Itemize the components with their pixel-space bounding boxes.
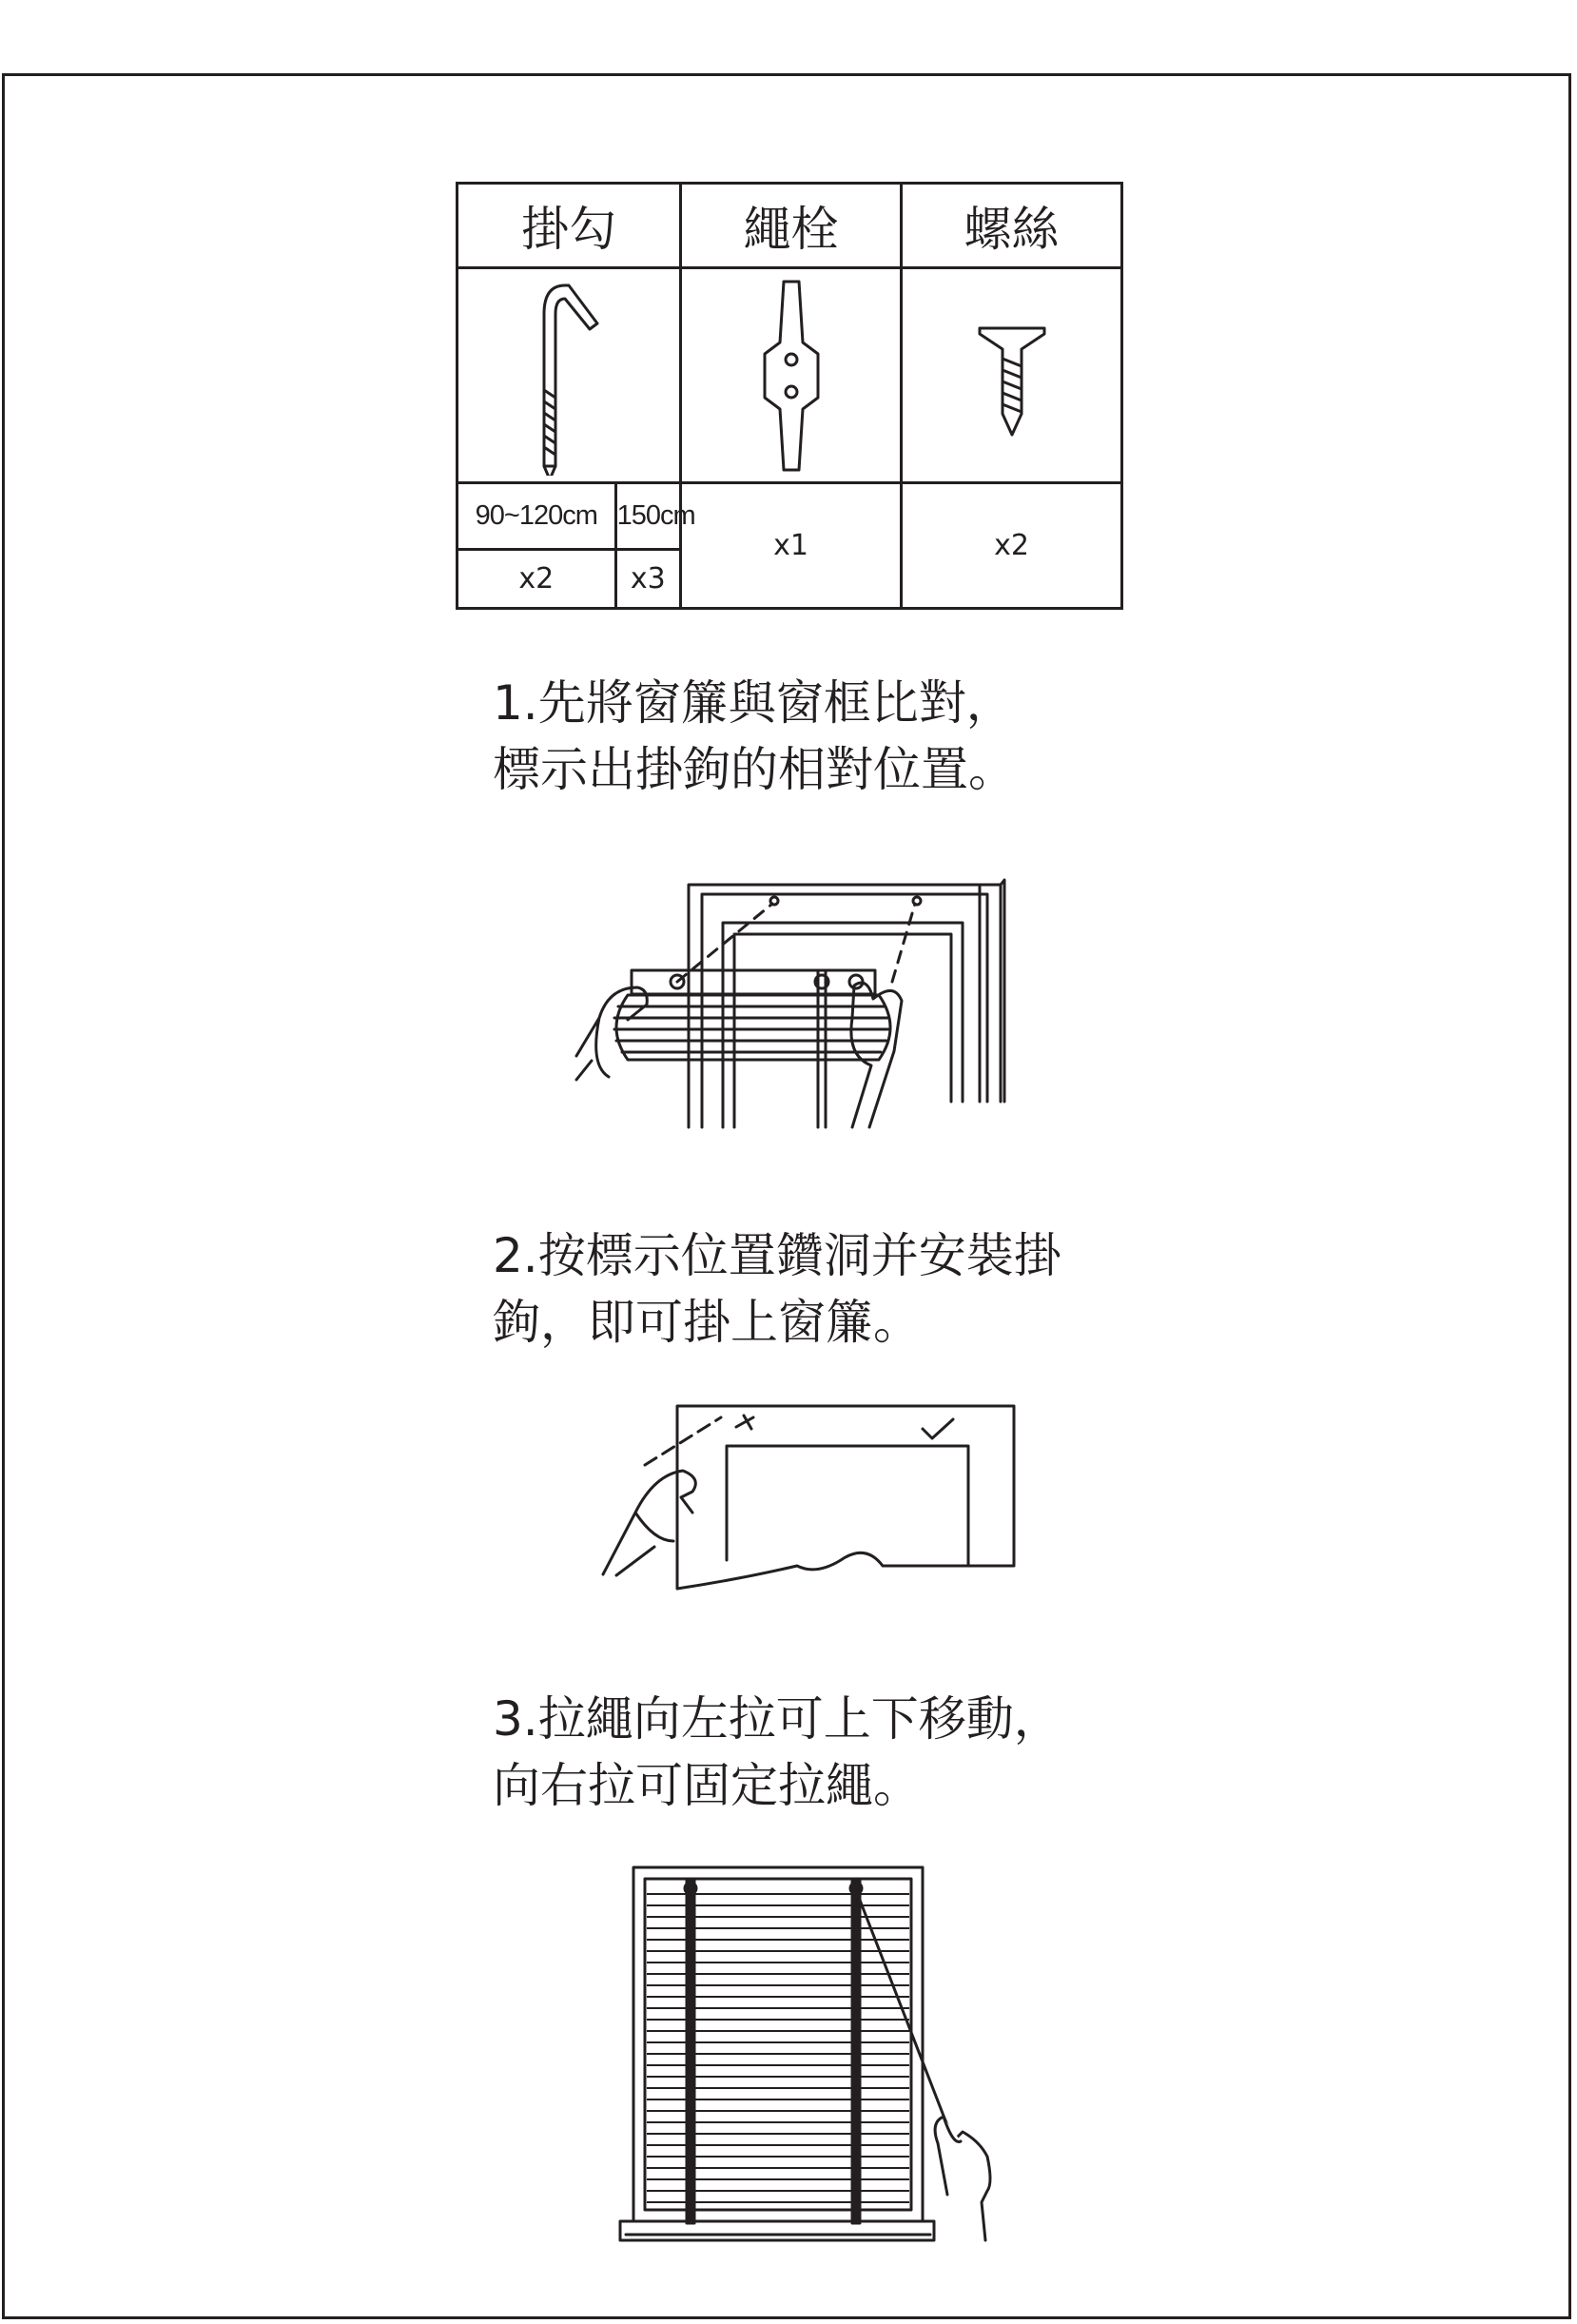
screw-header: 螺絲 bbox=[902, 184, 1122, 268]
hook-quantity-large: x3 bbox=[615, 550, 681, 609]
step-2-line-1: 2.按標示位置鑽洞并安裝掛 bbox=[493, 1228, 1061, 1283]
hook-icon bbox=[531, 276, 607, 476]
hook-cell bbox=[458, 268, 681, 483]
step-2-text bbox=[493, 1222, 1061, 1356]
screw-cell bbox=[902, 268, 1122, 483]
step-1-line-1: 1.先將窗簾與窗框比對， bbox=[493, 675, 1014, 731]
pull-cord-illustration bbox=[620, 1860, 1020, 2250]
hook-size-large: 150cm bbox=[615, 483, 681, 550]
hook-size-small: 90~120cm bbox=[458, 483, 616, 550]
screw-icon bbox=[974, 309, 1050, 442]
step-3-line-2: 向右拉可固定拉繩。 bbox=[493, 1758, 921, 1813]
step-3-line-1: 3.拉繩向左拉可上下移動， bbox=[493, 1691, 1061, 1747]
hook-header: 掛勾 bbox=[458, 184, 681, 268]
step-1-text bbox=[493, 670, 1016, 803]
cleat-header: 繩栓 bbox=[681, 184, 902, 268]
step-2-line-2: 鉤，即可掛上窗簾。 bbox=[493, 1295, 921, 1350]
align-blind-illustration bbox=[571, 875, 1008, 1132]
mark-hook-illustration bbox=[597, 1398, 1025, 1598]
step-1-line-2: 標示出掛鉤的相對位置。 bbox=[493, 742, 1016, 797]
screw-quantity: x2 bbox=[902, 483, 1122, 609]
step-3-text bbox=[493, 1686, 1061, 1819]
parts-table bbox=[456, 182, 1123, 610]
cleat-icon bbox=[753, 276, 829, 476]
cleat-cell bbox=[681, 268, 902, 483]
hook-quantity-small: x2 bbox=[458, 550, 616, 609]
cleat-quantity: x1 bbox=[681, 483, 902, 609]
